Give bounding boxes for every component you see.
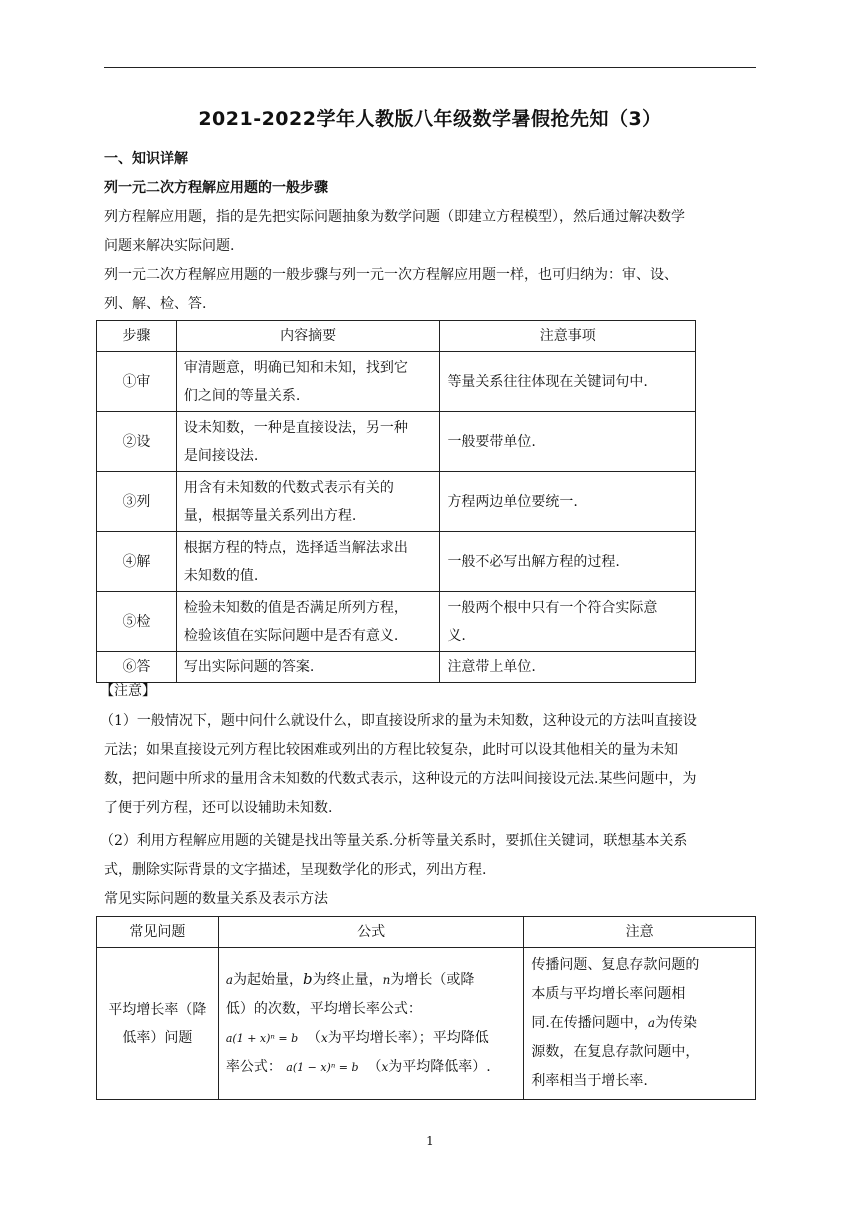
content-cell bbox=[176, 352, 440, 412]
table-row bbox=[97, 532, 696, 592]
header-cell: 常见问题 bbox=[97, 917, 219, 948]
paragraph-line: 问题来解决实际问题. bbox=[104, 238, 235, 254]
content-line: 检验未知数的值是否满足所列方程， bbox=[183, 599, 408, 616]
table-header-row bbox=[97, 917, 756, 948]
table-row bbox=[97, 352, 696, 412]
formula-text: 为平均降低率）. bbox=[388, 1059, 491, 1075]
problem-line: 平均增长率（降 bbox=[108, 1001, 207, 1018]
note-text: 为传染 bbox=[654, 1015, 697, 1031]
table-caption: 常见实际问题的数量关系及表示方法 bbox=[104, 891, 328, 907]
formula-line bbox=[226, 1024, 517, 1053]
paragraph-line: 数，把问题中所求的量用含未知数的代数式表示，这种设元的方法叫间接设元法.某些问题中，为 bbox=[104, 771, 697, 787]
note-line: 利率相当于增长率. bbox=[531, 1073, 648, 1089]
formula-text: 为增长（或降 bbox=[390, 972, 475, 988]
table-header-row bbox=[97, 321, 696, 352]
note-cell bbox=[440, 352, 696, 412]
paragraph-line: （1）一般情况下，题中问什么就设什么，即直接设所求的量为未知数，这种设元的方法叫直接设 bbox=[100, 713, 697, 729]
formula-text: 为平均增长率）；平均降低 bbox=[327, 1030, 489, 1046]
step-cell: ⑤检 bbox=[97, 592, 177, 652]
formula-line bbox=[226, 965, 517, 995]
paragraph-line: 列方程解应用题，指的是先把实际问题抽象为数学问题（即建立方程模型），然后通过解决数学 bbox=[104, 209, 685, 225]
note-heading: 【注意】 bbox=[100, 683, 156, 699]
header-cell: 公式 bbox=[218, 917, 524, 948]
paragraph-line: （2）利用方程解应用题的关键是找出等量关系.分析等量关系时，要抓住关键词，联想基本关系 bbox=[100, 833, 688, 849]
variable-a: a bbox=[225, 973, 233, 987]
note-line: 传播问题、复息存款问题的 bbox=[531, 957, 700, 973]
header-cell: 步骤 bbox=[97, 321, 177, 352]
content-cell bbox=[176, 592, 440, 652]
paragraph-line: 式，删除实际背景的文字描述，呈现数学化的形式，列出方程. bbox=[104, 862, 487, 878]
variable-b: b bbox=[303, 970, 313, 988]
paragraph-line: 了便于列方程，还可以设辅助未知数. bbox=[104, 800, 333, 816]
formula-text: （ bbox=[367, 1059, 382, 1075]
formula-cell bbox=[218, 948, 524, 1100]
note-line: 一般要带单位. bbox=[447, 433, 536, 450]
subsection-heading: 列一元二次方程解应用题的一般步骤 bbox=[104, 180, 328, 196]
step-cell: ④解 bbox=[97, 532, 177, 592]
formula-text: 为起始量， bbox=[233, 972, 303, 988]
content-line: 根据方程的特点，选择适当解法求出 bbox=[183, 539, 408, 556]
growth-formula: a(1 + x)ⁿ = b bbox=[225, 1032, 299, 1045]
content-line: 量，根据等量关系列出方程. bbox=[183, 507, 357, 524]
content-line: 用含有未知数的代数式表示有关的 bbox=[183, 479, 394, 496]
content-line: 是间接设法. bbox=[183, 447, 259, 464]
note-line: 一般不必写出解方程的过程. bbox=[447, 553, 620, 570]
content-cell bbox=[176, 532, 440, 592]
formula-text: 率公式： bbox=[225, 1059, 282, 1075]
note-line: 方程两边单位要统一. bbox=[447, 493, 578, 510]
table-row bbox=[97, 948, 756, 1100]
content-line: 未知数的值. bbox=[183, 567, 259, 584]
paragraph-line: 元法；如果直接设元列方程比较困难或列出的方程比较复杂，此时可以设其他相关的量为未知 bbox=[104, 742, 678, 758]
formula-text: 为终止量， bbox=[312, 972, 383, 988]
note-line: 等量关系往往体现在关键词句中. bbox=[447, 373, 648, 390]
note-cell bbox=[524, 948, 756, 1100]
note-line: 一般两个根中只有一个符合实际意 bbox=[447, 599, 658, 616]
decline-formula: a(1 − x)ⁿ = b bbox=[286, 1061, 359, 1074]
note-line: 注意带上单位. bbox=[447, 659, 536, 675]
header-rule bbox=[104, 67, 756, 68]
formula-line: 低）的次数，平均增长率公式： bbox=[225, 1001, 422, 1017]
table-row bbox=[97, 592, 696, 652]
problem-line: 低率）问题 bbox=[122, 1029, 193, 1046]
note-line: 本质与平均增长率问题相 bbox=[531, 986, 686, 1002]
page-number: 1 bbox=[426, 1134, 434, 1148]
content-line: 们之间的等量关系. bbox=[183, 387, 301, 404]
step-cell: ②设 bbox=[97, 412, 177, 472]
note-line: 义. bbox=[447, 627, 466, 644]
header-cell: 内容摘要 bbox=[176, 321, 440, 352]
content-line: 写出实际问题的答案. bbox=[183, 659, 315, 675]
variable-a: a bbox=[647, 1016, 655, 1030]
content-cell bbox=[176, 412, 440, 472]
note-line: 源数，在复息存款问题中， bbox=[531, 1044, 700, 1060]
variable-x: x bbox=[381, 1060, 389, 1074]
content-line: 审清题意，明确已知和未知，找到它 bbox=[183, 359, 408, 376]
variable-x: x bbox=[321, 1031, 328, 1045]
step-cell: ①审 bbox=[97, 352, 177, 412]
relations-table bbox=[96, 916, 756, 1100]
content-cell bbox=[176, 472, 440, 532]
formula-line bbox=[226, 1053, 517, 1082]
steps-table bbox=[96, 320, 696, 683]
note-cell bbox=[440, 532, 696, 592]
section-heading: 一、知识详解 bbox=[104, 151, 188, 167]
step-cell: ⑥答 bbox=[97, 652, 177, 683]
paragraph-line: 列、解、检、答. bbox=[104, 296, 207, 312]
note-cell bbox=[440, 472, 696, 532]
note-text: 同.在传播问题中， bbox=[531, 1015, 648, 1031]
step-cell: ③列 bbox=[97, 472, 177, 532]
formula-text: （ bbox=[307, 1030, 322, 1046]
header-cell: 注意 bbox=[524, 917, 756, 948]
variable-n: n bbox=[382, 973, 391, 987]
content-line: 设未知数，一种是直接设法，另一种 bbox=[183, 419, 408, 436]
page-title: 2021-2022学年人教版八年级数学暑假抢先知（3） bbox=[198, 108, 662, 130]
problem-cell bbox=[97, 948, 219, 1100]
table-row bbox=[97, 472, 696, 532]
paragraph-line: 列一元二次方程解应用题的一般步骤与列一元一次方程解应用题一样，也可归纳为：审、设、 bbox=[104, 267, 678, 283]
table-row bbox=[97, 412, 696, 472]
note-cell bbox=[440, 592, 696, 652]
note-cell bbox=[440, 412, 696, 472]
note-line bbox=[531, 1009, 748, 1038]
header-cell: 注意事项 bbox=[440, 321, 696, 352]
content-line: 检验该值在实际问题中是否有意义. bbox=[183, 627, 399, 644]
